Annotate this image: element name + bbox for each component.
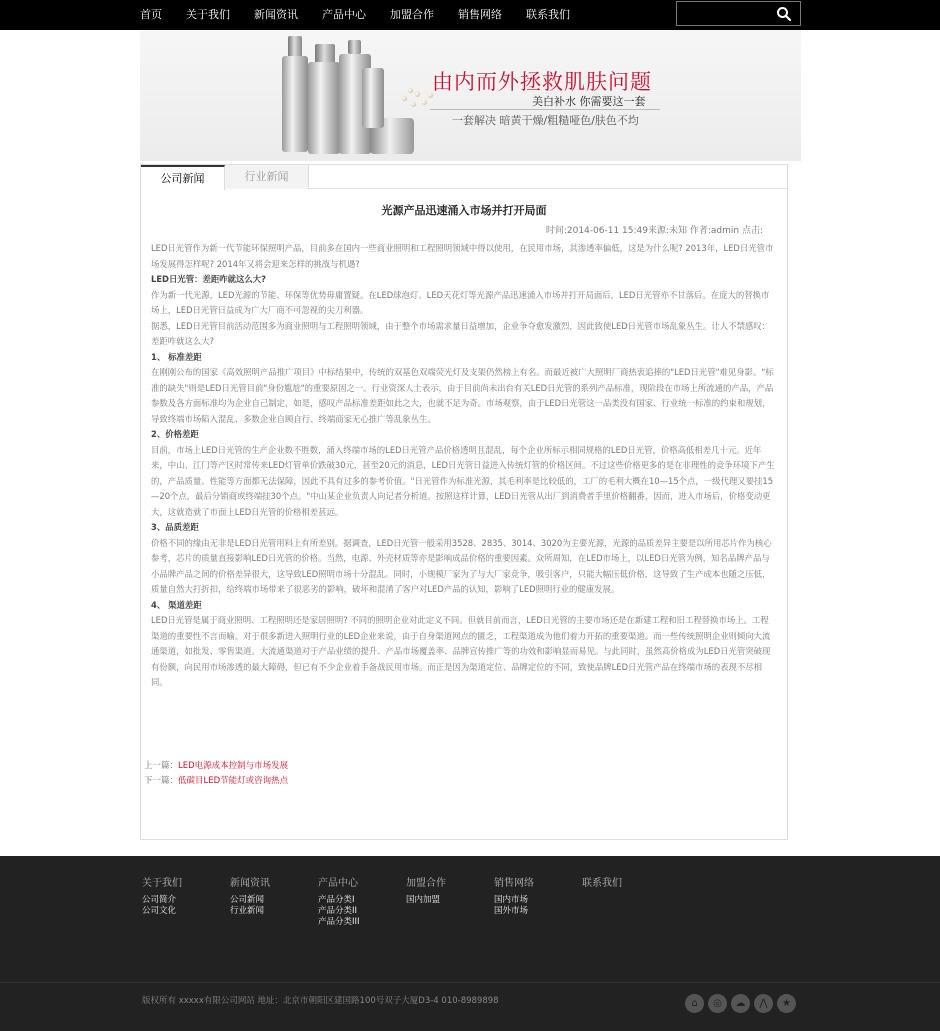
top-navigation-bar <box>0 0 940 30</box>
footer-divider <box>0 982 940 983</box>
article-heading: 3、品质差距 <box>151 522 199 532</box>
footer-link[interactable]: 产品分类II <box>318 906 358 916</box>
site-footer <box>0 856 940 1031</box>
tab-company-news[interactable]: 公司新闻 <box>141 165 225 190</box>
banner-tagline: 一套解决 暗黄干燥/粗糙哑色/肤色不均 <box>452 114 639 127</box>
search-icon[interactable] <box>776 6 792 22</box>
next-label: 下一篇： <box>144 775 179 786</box>
qq-icon[interactable]: ◎ <box>708 994 727 1013</box>
banner-headline: 由内而外拯救肌肤问题 <box>432 70 652 94</box>
copyright-text: 版权所有 xxxxx有限公司网站 地址：北京市朝阳区建国路100号双子大厦D3-4 010-8989898 <box>142 996 499 1006</box>
footer-col-news <box>230 874 270 917</box>
prev-label: 上一篇： <box>144 761 179 771</box>
prev-article-link[interactable]: LED电源成本控制与市场发展 <box>178 761 289 771</box>
star-icon[interactable]: ★ <box>777 994 796 1013</box>
footer-col-contact <box>582 874 622 895</box>
footer-link[interactable]: 产品分类I <box>318 895 355 905</box>
article-body <box>151 241 777 691</box>
cloud-icon[interactable]: ☁ <box>731 994 750 1013</box>
share-icon[interactable]: ⋀ <box>754 994 773 1013</box>
prev-article <box>144 759 288 774</box>
tab-industry-news[interactable]: 行业新闻 <box>225 165 309 189</box>
main-nav <box>140 0 594 30</box>
footer-col-sales <box>494 874 534 917</box>
article-paragraph: 目前，市场上LED日光管的生产企业数不胜数，涌入终端市场的LED日光管产品价格透明且混乱，每个企业所标示相同规格的LED日光管，价格高低相差几十元。近年来，中山、江门等产区时常传来LED灯管单价跌破30元，甚至20元的消息，LED日光管日益进入传统灯管的价格区间。不过这些价格更多的是在非理性的竞争环境下产生的，产品质量、性能等方面都无法保障，因此不具有过多的参考价值。"日光管作为标准光源，其毛利率是比较低的，工厂的毛利大概在10—15个点，一级代理又要挂15—20个点，最后分销商或终端挂30个点。"中山某企业负责人向记者分析道。按照这样计算，LED日光管从出厂到消费者手里价格翻番，因而，进入市场后，价格变动更大，这就造就了市面上LED日光管的价格相差甚远。 <box>151 444 775 517</box>
nav-news[interactable]: 新闻资讯 <box>254 8 298 21</box>
footer-heading: 联系我们 <box>582 878 622 889</box>
article-paragraph: LED日光管是属于商业照明、工程照明还是家居照明? 不同的照明企业对此定义不同。但就目前而言，LED日光管的主要市场还是在新建工程和旧工程替换市场上。工程渠道的重要性不言而喻。对于很多新进入照明行业的LED企业来说，由于自身渠道网点的匮乏，工程渠道成为他们着力开拓的重要渠道。而一些传统照明企业则倾向大流通渠道，如批发、零售渠道。大流通渠道对于产品业绩的提升、产品市场覆盖率、品牌宣传推广等的功效和影响显而易见。与此同时，虽然高价格成为LED日光管突破现有份额，向民用市场渗透的最大障碍，但已有不少企业着手备战民用市场。而正是因为渠道定位、品牌定位的不同，致使品牌LED日光管产品在终端市场的表现不尽相同。 <box>151 615 771 687</box>
news-tabs <box>141 165 787 189</box>
banner-divider <box>430 109 660 110</box>
social-icons <box>685 994 800 1013</box>
article-paragraph: 作为新一代光源，LED光源的节能、环保等优势毋庸置疑。在LED球泡灯、LED天花灯等光源产品迅速涌入市场并打开局面后，LED日光管亦不甘落后。在庞大的替换市场上，LED日光管日益成为广大厂商不可忽视的尖刀利器。 <box>151 289 770 315</box>
article-title: 光源产品迅速涌入市场并打开局面 <box>381 204 547 217</box>
article-meta: 时间:2014-06-11 15:49来源:未知 作者:admin 点击: <box>545 226 763 236</box>
footer-heading: 新闻资讯 <box>230 878 270 889</box>
footer-link[interactable]: 公司文化 <box>142 906 177 916</box>
footer-link[interactable]: 国内加盟 <box>406 895 441 905</box>
article-paragraph: 价格不同的缘由无非是LED日光管用料上有所差别。据调查，LED日光管一般采用3528、2835、3014、3020为主要光源，光源的品质差异主要是以所用芯片作为核心参考，芯片的质量直接影响LED日光管的价格。当然，电源、外壳材质等亦是影响成品价格的重要因素。众所周知，在LED市场上，以LED日光管为例，知名品牌产品与小品牌产品之间的价格差异很大，这导致LED照明市场十分混乱。同时，小规模厂家为了与大厂家竞争，吸引客户，只能大幅压低价格，这导致了生产成本也随之压低，质量自然大打折扣，给终端市场带来了很恶劣的影响，破坏和混淆了客户对LED产品的认知，影响了LED照明行业的健康发展。 <box>151 537 772 594</box>
footer-link[interactable]: 国外市场 <box>494 906 529 916</box>
nav-about[interactable]: 关于我们 <box>186 8 230 21</box>
article-heading: 1、 标准差距 <box>151 351 202 362</box>
footer-col-about <box>142 874 182 917</box>
footer-link[interactable]: 公司简介 <box>142 895 177 905</box>
home-icon[interactable]: ⌂ <box>685 994 704 1013</box>
footer-heading: 关于我们 <box>142 878 182 889</box>
nav-contact[interactable]: 联系我们 <box>526 8 570 21</box>
article-paragraph: 据悉，LED日光管目前活动范围多为商业照明与工程照明领域，由于整个市场需求量日益增加，企业争夺愈发激烈，因此致使LED日光管市场乱象丛生。让人不禁感叹：差距咋就这么大? <box>151 320 771 346</box>
hero-banner[interactable] <box>140 30 801 161</box>
article-paragraph: 在刚刚公布的国家《高效照明产品推广项目》中标结果中，传统的双基色双端荧光灯及支架仍然榜上有名。而最近被广大照明厂商热衷追捧的"LED日光管"难见身影。"标准的缺失"则是LED日光管目前"身份尴尬"的重要原因之一。行业资深人士表示，由于目前尚未出台有关LED日光管的系列产品标准，现阶段在市场上所流通的产品，产品参数及各方面标准均为企业自己制定，如是，感叹产品标准差距如此之大，也就不足为奇。市场观察，由于LED日光管这一品类没有国家、行业统一标准的约束和规划，导致终端市场陷入混乱、多数企业自顾自行、终端商家无心推广等乱象丛生。 <box>151 367 774 424</box>
banner-subline: 美白补水 你需要这一套 <box>532 95 646 108</box>
nav-home[interactable]: 首页 <box>140 8 162 21</box>
search-box <box>676 1 801 26</box>
footer-col-franchise <box>406 874 446 906</box>
footer-heading: 销售网络 <box>494 878 534 889</box>
footer-link[interactable]: 行业新闻 <box>230 906 265 916</box>
article-panel <box>140 164 788 840</box>
footer-link[interactable]: 产品分类III <box>318 917 360 927</box>
article-heading: 2、价格差距 <box>151 429 199 439</box>
nav-franchise[interactable]: 加盟合作 <box>390 8 434 21</box>
nav-products[interactable]: 产品中心 <box>322 8 366 21</box>
article-heading: LED日光管：差距咋就这么大? <box>151 274 266 284</box>
next-article <box>144 774 288 789</box>
footer-link[interactable]: 公司新闻 <box>230 895 265 905</box>
footer-heading: 产品中心 <box>318 878 358 889</box>
next-article-link[interactable]: 低碳目LED节能灯或咨询热点 <box>178 775 289 786</box>
footer-heading: 加盟合作 <box>406 878 446 889</box>
footer-link[interactable]: 国内市场 <box>494 895 529 905</box>
article-paragraph: LED日光管作为新一代节能环保照明产品，目前多在国内一些商业照明和工程照明领域中得以使用，在民用市场，其渗透率偏低，这是为什么呢? 2013年，LED日光管市场发展得怎样呢? 2014年又将会迎来怎样的挑战与机遇? <box>151 243 774 269</box>
nav-sales-network[interactable]: 销售网络 <box>458 8 502 21</box>
search-input[interactable] <box>681 5 773 22</box>
article-pagination <box>144 759 288 788</box>
article-heading: 4、 渠道差距 <box>151 599 202 610</box>
footer-col-products <box>318 874 360 928</box>
